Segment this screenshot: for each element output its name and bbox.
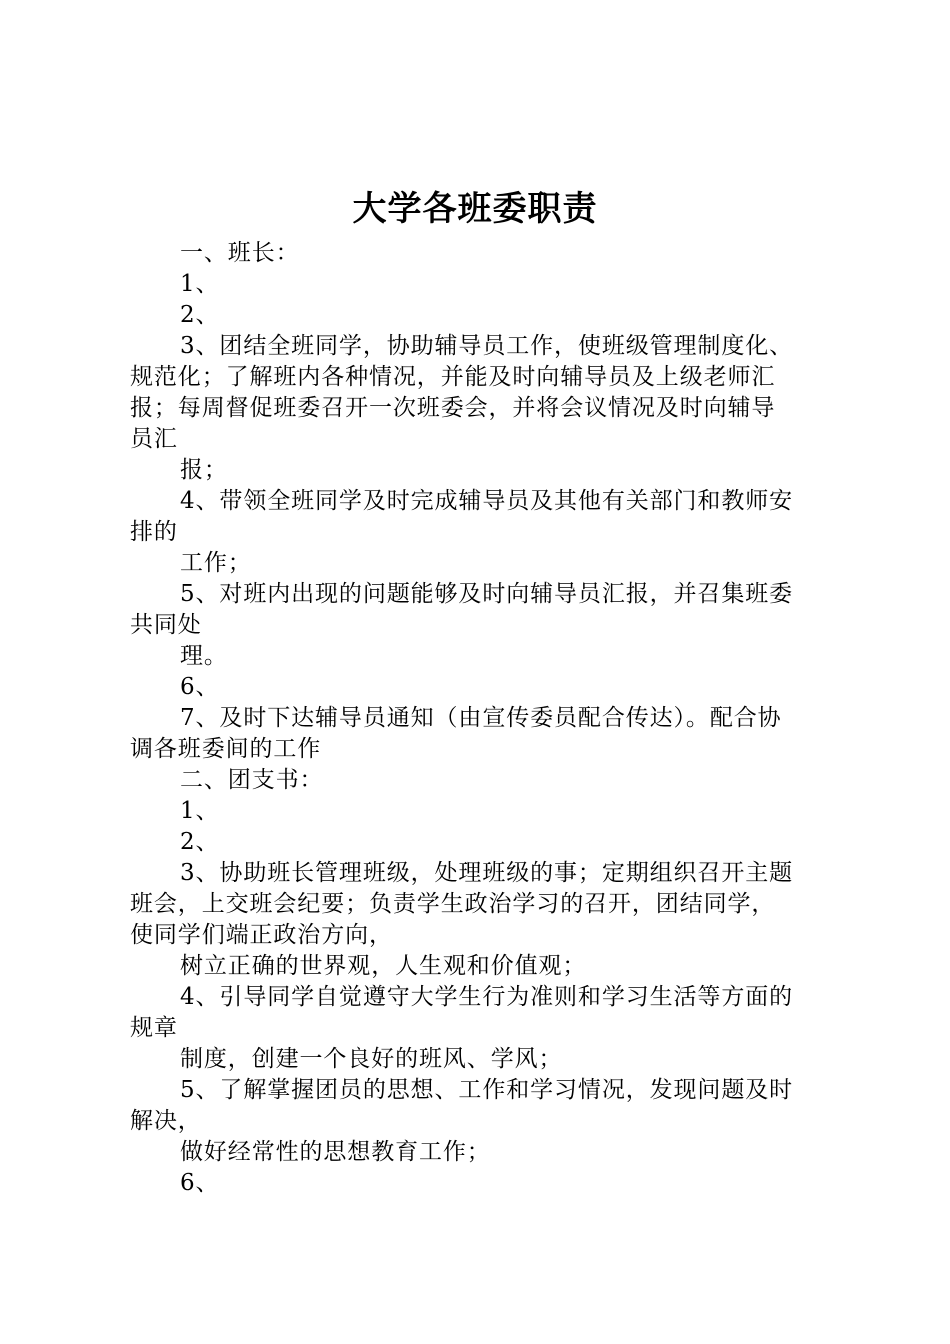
document-line: 制度，创建一个良好的班风、学风；	[180, 1046, 563, 1072]
document-line: 规范化；了解班内各种情况，并能及时向辅导员及上级老师汇	[130, 364, 776, 390]
document-line: 员汇	[130, 426, 178, 452]
document-line: 报；	[180, 457, 228, 483]
document-line: 4、引导同学自觉遵守大学生行为准则和学习生活等方面的	[180, 984, 794, 1010]
document-line: 班会，上交班会纪要；负责学生政治学习的召开，团结同学，	[130, 891, 776, 917]
document-line: 做好经常性的思想教育工作；	[180, 1139, 491, 1165]
document-line: 3、协助班长管理班级，处理班级的事；定期组织召开主题	[180, 860, 794, 886]
document-line: 共同处	[130, 612, 202, 638]
document-title: 大学各班委职责	[352, 189, 598, 229]
document-line: 2、	[180, 302, 220, 328]
document-line: 报；每周督促班委召开一次班委会，并将会议情况及时向辅导	[130, 395, 776, 421]
document-line: 二、团支书：	[180, 767, 324, 793]
document-line: 使同学们端正政治方向，	[130, 922, 393, 948]
document-line: 5、了解掌握团员的思想、工作和学习情况，发现问题及时	[180, 1077, 794, 1103]
document-line: 树立正确的世界观，人生观和价值观；	[180, 953, 587, 979]
document-line: 调各班委间的工作	[130, 736, 322, 762]
document-line: 5、对班内出现的问题能够及时向辅导员汇报，并召集班委	[180, 581, 794, 607]
document-line: 3、团结全班同学，协助辅导员工作，使班级管理制度化、	[180, 333, 794, 359]
document-line: 理。	[180, 643, 228, 669]
document-line: 4、带领全班同学及时完成辅导员及其他有关部门和教师安	[180, 488, 794, 514]
document-line: 解决，	[130, 1108, 202, 1134]
document-body	[130, 238, 830, 1199]
document-line: 规章	[130, 1015, 178, 1041]
document-line: 排的	[130, 519, 178, 545]
document-line: 6、	[180, 674, 220, 700]
document-line: 1、	[180, 798, 220, 824]
document-line: 7、及时下达辅导员通知（由宣传委员配合传达）。配合协	[180, 705, 782, 731]
document-line: 一、班长：	[180, 240, 300, 266]
document-line: 1、	[180, 271, 220, 297]
document-line: 工作；	[180, 550, 252, 576]
document-line: 6、	[180, 1170, 220, 1196]
document-line: 2、	[180, 829, 220, 855]
